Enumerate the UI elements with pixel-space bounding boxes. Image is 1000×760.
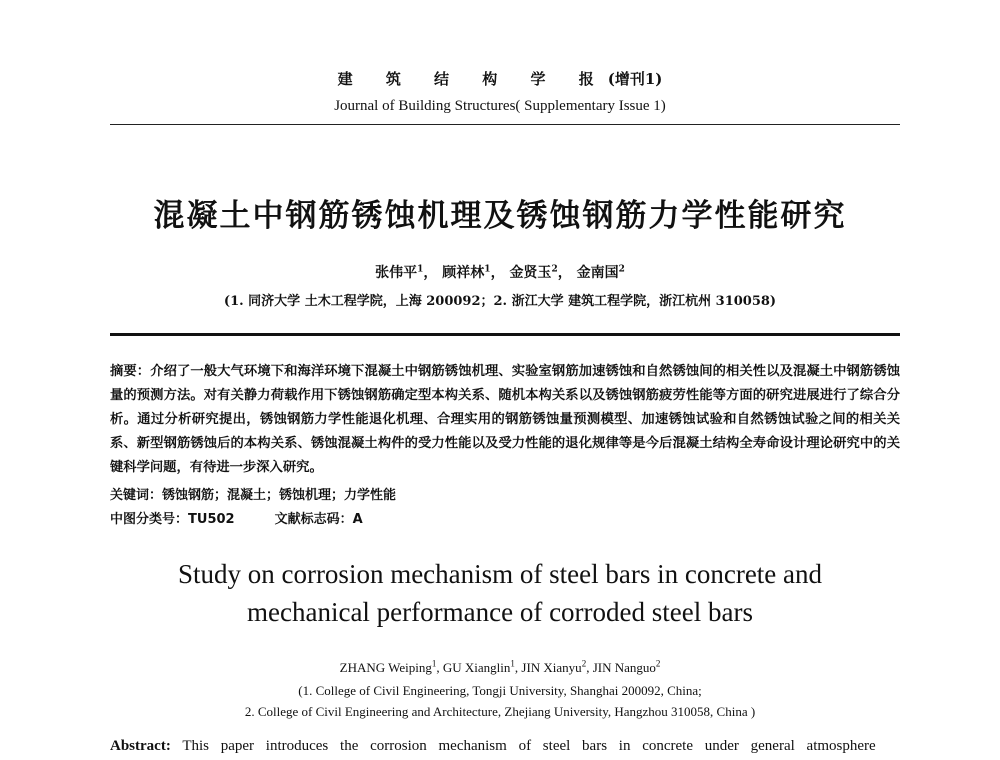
classification-cn	[110, 508, 900, 527]
abstract-en	[110, 738, 900, 755]
journal-name-cn-text: 建 筑 结 构 学 报	[337, 70, 608, 88]
keywords-cn	[110, 484, 900, 503]
affiliation-en-2: 2. College of Civil Engineering and Architecture, Zhejiang University, Hangzhou 310058, China )	[244, 704, 756, 719]
author-en-3: JIN Xianyu$^2$,	[521, 658, 593, 675]
keywords-cn-text: 锈蚀钢筋；混凝土；锈蚀机理；力学性能	[162, 488, 397, 503]
abstract-en-label: Abstract:	[110, 738, 171, 754]
affiliation-en-1: (1. College of Civil Engineering, Tongji University, Shanghai 200092, China;	[298, 683, 702, 698]
journal-name-cn	[0, 68, 1000, 89]
keywords-cn-label: 关键词：	[110, 488, 163, 503]
author-en-2: GU Xianglin$^1$,	[442, 658, 522, 675]
abstract-cn	[110, 360, 900, 480]
author-cn-1: 张伟平$^1$，	[375, 264, 438, 281]
author-cn-3: 金贤玉$^2$，	[509, 264, 572, 281]
authors-cn	[0, 262, 1000, 282]
clc-value: TU502	[188, 512, 235, 527]
abstract-en-text: This paper introduces the corrosion mechanism of steel bars in concrete under general atmosphere	[182, 738, 876, 754]
journal-name-en: Journal of Building Structures( Supplementary Issue 1)	[334, 98, 666, 114]
paper-title-cn: 混凝土中钢筋锈蚀机理及锈蚀钢筋力学性能研究	[153, 198, 847, 234]
doc-code-value: A	[352, 512, 363, 527]
author-cn-2: 顾祥林$^1$，	[442, 264, 505, 281]
journal-issue-cn: (增刊1)	[607, 70, 663, 88]
section-divider	[110, 333, 900, 336]
paper-title-en	[0, 555, 1000, 631]
doc-code-label: 文献标志码：	[274, 512, 353, 527]
header-divider	[110, 124, 900, 125]
abstract-cn-label: 摘要：	[110, 364, 151, 379]
author-en-1: ZHANG Weiping$^1$,	[339, 658, 443, 675]
paper-title-en-line1: Study on corrosion mechanism of steel bars in concrete and	[177, 559, 823, 589]
clc-label: 中图分类号：	[110, 512, 189, 527]
abstract-cn-text: 介绍了一般大气环境下和海洋环境下混凝土中钢筋锈蚀机理、实验室钢筋加速锈蚀和自然锈蚀间的相关性以及混凝土中钢筋锈蚀量的预测方法。对有关静力荷载作用下锈蚀钢筋确定型本构关系、随机本构关系以及锈蚀钢筋疲劳性能等方面的研究进展进行了综合分析。通过分析研究提出，锈蚀钢筋力学性能退化机理、合理实用的钢筋锈蚀量预测模型、加速锈蚀试验和自然锈蚀试验之间的相关关系、新型钢筋锈蚀后的本构关系、锈蚀混凝土构件的受力性能以及受力性能的退化规律等是今后混凝土结构全寿命设计理论研究中的关键科学问题，有待进一步深入研究。	[110, 364, 901, 475]
affiliations-cn: (1. 同济大学 土木工程学院，上海 200092；2. 浙江大学 建筑工程学院，浙江杭州 310058)	[223, 294, 777, 309]
author-cn-4: 金南国$^2$	[576, 264, 625, 281]
authors-en	[0, 660, 1000, 676]
paper-title-en-line2: mechanical performance of corroded steel bars	[247, 597, 753, 627]
author-en-4: JIN Nanguo$^2$	[592, 658, 661, 675]
